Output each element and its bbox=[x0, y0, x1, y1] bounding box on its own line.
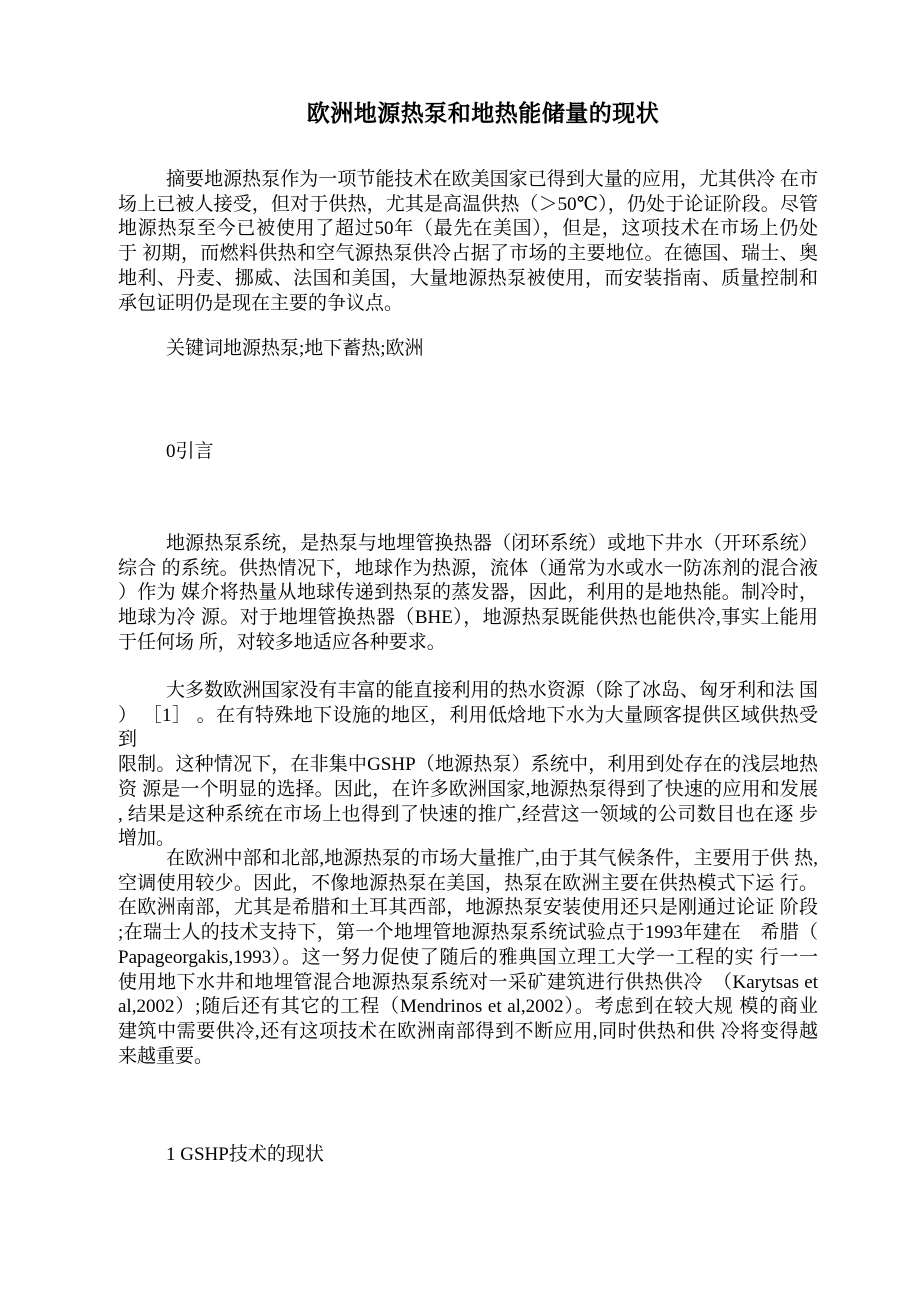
text-line: 地球为冷 源。对于地埋管换热器（BHE），地源热泵既能供热也能供冷,事实上能用 bbox=[118, 607, 818, 629]
text-line: Papageorgakis,1993）。这一努力促使了随后的雅典国立理工大学一工程的实 行一一 bbox=[118, 946, 818, 968]
text-line: 综合 的系统。供热情况下，地球作为热源，流体（通常为水或水一防冻剂的混合液 bbox=[118, 557, 818, 579]
text-line: 承包证明仍是现在主要的争议点。 bbox=[118, 292, 404, 314]
text-line: 关键词地源热泵;地下蓄热;欧洲 bbox=[166, 338, 424, 359]
text-line: 摘要地源热泵作为一项节能技术在欧美国家已得到大量的应用，尤其供冷 在市 bbox=[166, 169, 818, 190]
text-line: 于任何场 所，对较多地适应各种要求。 bbox=[118, 631, 446, 653]
text-line: ）作为 媒介将热量从地球传递到热泵的蒸发器，因此，利用的是地热能。制冷时， bbox=[118, 582, 818, 604]
text-line: 使用地下水井和地埋管混合地源热泵系统对一采矿建筑进行供热供冷 （Karytsas et bbox=[118, 971, 818, 993]
abstract-paragraph bbox=[118, 168, 818, 316]
text-line: al,2002）;随后还有其它的工程（Mendrinos et al,2002）。考虑到在较大规 模的商业 bbox=[118, 996, 818, 1018]
text-line: 空调使用较少。因此，不像地源热泵在美国，热泵在欧洲主要在供热模式下运 行。 bbox=[118, 872, 818, 894]
text-line: 在欧洲中部和北部,地源热泵的市场大量推广,由于其气候条件，主要用于供 热, bbox=[166, 848, 818, 869]
intro-paragraph-3 bbox=[118, 847, 818, 1069]
text-line: 限制。这种情况下，在非集中GSHP（地源热泵）系统中，利用到处存在的浅层地热 bbox=[118, 754, 818, 776]
document-title: 欧洲地源热泵和地热能储量的现状 bbox=[306, 101, 660, 126]
text-line: 地源热泵至今已被使用了超过50年（最先在美国），但是，这项技术在市场上仍处 bbox=[118, 218, 818, 240]
text-line: 资 源是一个明显的选择。因此，在许多欧洲国家,地源热泵得到了快速的应用和发展 bbox=[118, 778, 818, 800]
keywords-line bbox=[118, 337, 818, 362]
text-line: , 结果是这种系统在市场上也得到了快速的推广,经营这一领域的公司数目也在逐 步 bbox=[118, 803, 818, 825]
section-heading-gshp bbox=[118, 1143, 818, 1168]
text-line: 地源热泵系统，是热泵与地埋管换热器（闭环系统）或地下井水（开环系统） bbox=[166, 533, 818, 554]
text-line: ;在瑞士人的技术支持下，第一个地埋管地源热泵系统试验点于1993年建在 希腊（ bbox=[118, 922, 818, 944]
document-content bbox=[118, 0, 818, 1302]
section-heading-intro bbox=[118, 440, 818, 465]
text-line: 0引言 bbox=[166, 441, 214, 462]
text-line: 1 GSHP技术的现状 bbox=[166, 1144, 324, 1165]
text-line: 建筑中需要供冷,还有这项技术在欧洲南部得到不断应用,同时供热和供 冷将变得越 bbox=[118, 1020, 818, 1042]
intro-paragraph-1 bbox=[118, 532, 818, 656]
text-line: 地利、丹麦、挪威、法国和美国，大量地源热泵被使用，而安装指南、质量控制和 bbox=[118, 267, 818, 289]
text-line: 来越重要。 bbox=[118, 1045, 214, 1067]
text-line: 于 初期，而燃料供热和空气源热泵供冷占据了市场的主要地位。在德国、瑞士、奥 bbox=[118, 243, 818, 265]
text-line: 在欧洲南部，尤其是希腊和土耳其西部，地源热泵安装使用还只是刚通过论证 阶段 bbox=[118, 897, 818, 919]
text-line: 增加。 bbox=[118, 828, 176, 850]
intro-paragraph-2 bbox=[118, 679, 818, 852]
text-line: 场上已被人接受，但对于供热，尤其是高温供热（＞50℃），仍处于论证阶段。尽管 bbox=[118, 193, 818, 215]
text-line: 大多数欧洲国家没有丰富的能直接利用的热水资源（除了冰岛、匈牙利和法 国 bbox=[166, 680, 818, 701]
text-line: ） ［1］ 。在有特殊地下设施的地区，利用低焓地下水为大量顾客提供区域供热受到 bbox=[118, 704, 818, 751]
